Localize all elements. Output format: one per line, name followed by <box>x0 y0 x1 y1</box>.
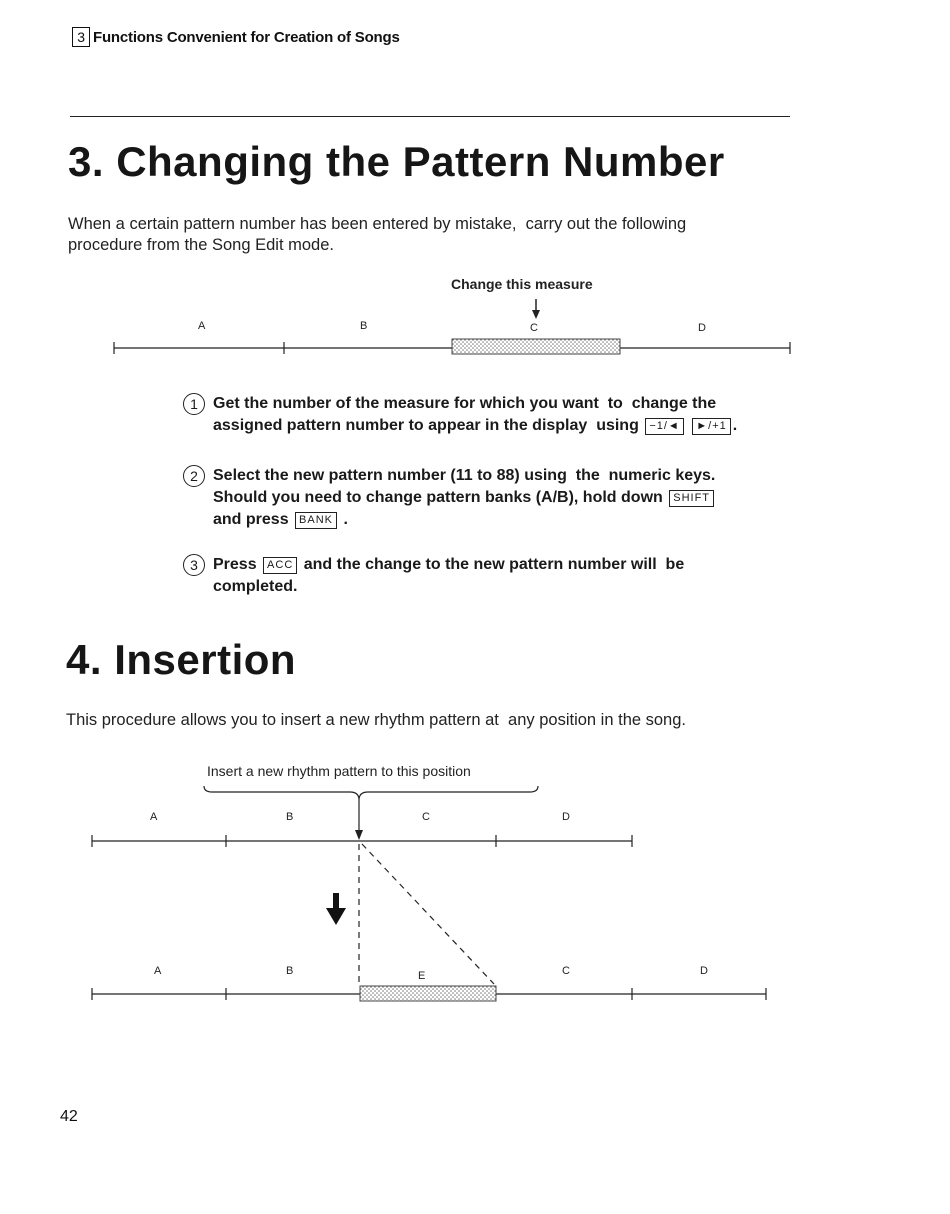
plus-one-key: ►/+1 <box>692 418 731 435</box>
step-1-number: 1 <box>183 393 205 415</box>
step-3-line2: completed. <box>213 578 298 595</box>
diagram2-bottom-label-c: C <box>562 965 570 977</box>
acc-key: ACC <box>263 557 297 574</box>
step-2-line2 <box>213 487 716 509</box>
header-rule <box>70 116 790 117</box>
step-1-line1: Get the number of the measure for which you want to change the <box>213 395 717 412</box>
diagram1-label-d: D <box>698 322 706 334</box>
step-2-period: . <box>343 511 348 528</box>
section-number-box: 3 <box>72 27 90 47</box>
diagram1-measure-line <box>100 295 800 365</box>
diagram1-highlight-measure <box>452 339 620 354</box>
step-2-number: 2 <box>183 465 205 487</box>
diagram2-bottom-label-e: E <box>418 970 426 982</box>
diagram2-insert-arrow <box>355 830 363 840</box>
step-2-line3 <box>213 509 716 531</box>
bank-key: BANK <box>295 512 337 529</box>
step-3-line1-text: Press <box>213 556 257 573</box>
diagram1-label-c: C <box>530 322 538 334</box>
diagram2-top-label-c: C <box>422 811 430 823</box>
diagram2-dashed-diagonal <box>362 844 494 984</box>
section3-heading: 3. Changing the Pattern Number <box>68 138 725 185</box>
step-2-line3-text: and press <box>213 511 289 528</box>
diagram2-big-down-arrow <box>326 908 346 925</box>
diagram1-label-b: B <box>360 320 368 332</box>
diagram2-top-label-d: D <box>562 811 570 823</box>
diagram2-callout: Insert a new rhythm pattern to this position <box>207 763 471 779</box>
step-3-line1-rest: and the change to the new pattern number will be <box>303 556 685 573</box>
diagram2-bottom-label-a: A <box>154 965 162 977</box>
step-1-line2-text: assigned pattern number to appear in the display using <box>213 417 639 434</box>
step-3 <box>183 554 823 598</box>
diagram1-label-a: A <box>198 320 206 332</box>
section3-intro-line1: When a certain pattern number has been entered by mistake, carry out the following <box>68 215 687 233</box>
diagram1-callout: Change this measure <box>451 276 593 292</box>
step-1-period: . <box>732 417 738 434</box>
page-number: 42 <box>60 1108 78 1125</box>
section3-intro-line2: procedure from the Song Edit mode. <box>68 236 334 254</box>
diagram2-top-label-b: B <box>286 811 294 823</box>
step-2-line1: Select the new pattern number (11 to 88) using the numeric keys. <box>213 467 716 484</box>
shift-key: SHIFT <box>669 490 714 507</box>
step-2-line2-text: Should you need to change pattern banks (A/B), hold down <box>213 489 663 506</box>
minus-one-key: −1/◄ <box>645 418 684 435</box>
step-1 <box>183 393 823 437</box>
section3-intro <box>68 214 798 256</box>
diagram2-bottom-label-b: B <box>286 965 294 977</box>
diagram2-inserted-measure <box>360 986 496 1001</box>
diagram2-bottom-label-d: D <box>700 965 708 977</box>
step-3-line1 <box>213 554 684 576</box>
diagram2-brace <box>204 786 538 800</box>
running-header-title: Functions Convenient for Creation of Songs <box>93 28 400 46</box>
diagram2-insertion <box>80 780 800 1020</box>
step-1-line2 <box>213 415 737 437</box>
section4-heading: 4. Insertion <box>66 636 297 683</box>
step-3-number: 3 <box>183 554 205 576</box>
diagram2-top-label-a: A <box>150 811 158 823</box>
step-2 <box>183 465 823 531</box>
section4-intro: This procedure allows you to insert a new rhythm pattern at any position in the song. <box>66 711 686 729</box>
running-header <box>72 27 400 47</box>
